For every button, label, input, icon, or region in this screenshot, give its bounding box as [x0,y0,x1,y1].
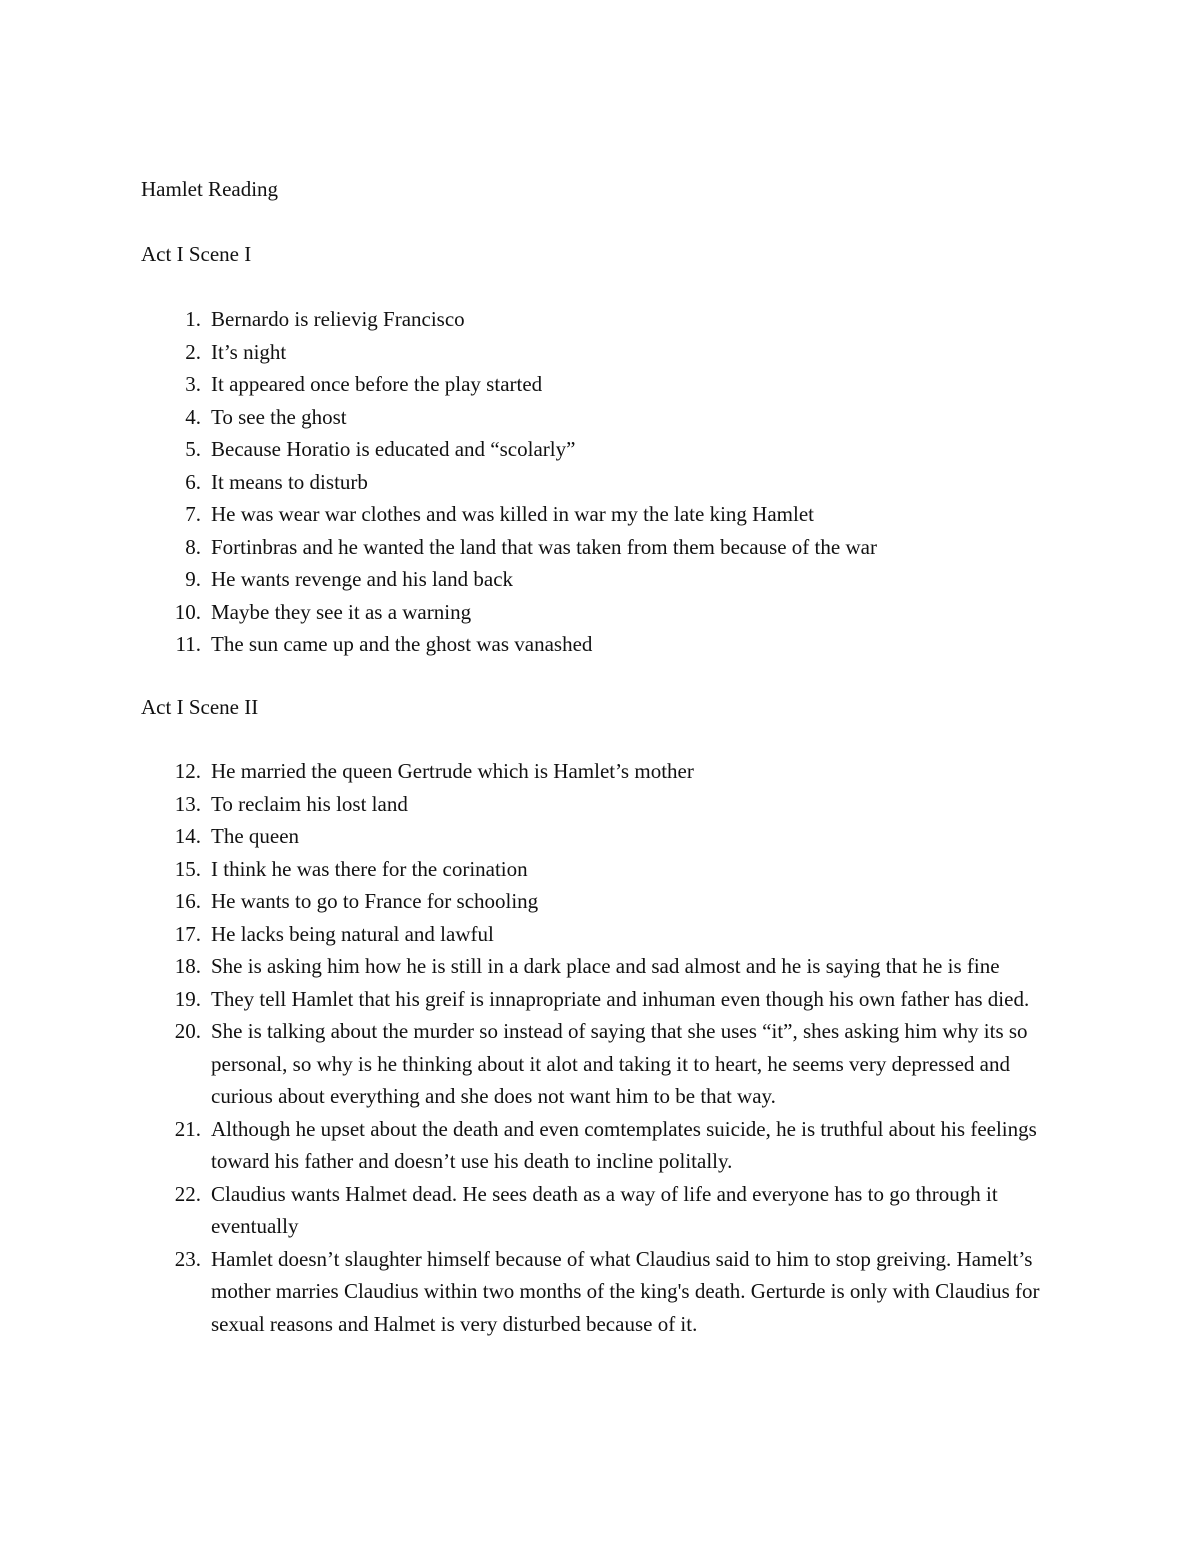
document-title: Hamlet Reading [141,177,279,201]
item-text: Hamlet doesn’t slaughter himself because of what Claudius said to him to stop greiving. Hamelt’s mother marries Claudius within two months of the king's death. Gerturde is only with Claudius for sexual reasons and Halmet is very disturbed because of it. [211,1246,1040,1336]
item-number: 22. [174,1181,201,1206]
item-text: He was wear war clothes and was killed in war my the late king Hamlet [211,502,814,526]
list-item [0,1178,1061,1243]
item-number: 7. [185,502,201,526]
section-heading-act1-scene1: Act I Scene I [141,242,252,266]
item-text: He wants to go to France for schooling [211,889,539,913]
item-text: She is talking about the murder so instead of saying that she uses “it”, shes asking him why its so personal, so why is he thinking about it alot and taking it to heart, he seems very depressed and curious about everything and she does not want him to be that way. [211,1019,1028,1108]
item-number: 21. [174,1116,201,1141]
item-number: 12. [174,759,201,783]
list-item [0,368,1061,401]
list-item [0,628,1061,661]
item-text: Maybe they see it as a warning [211,599,472,624]
list-item [0,1243,1061,1341]
answer-list-act1-scene2 [0,755,1200,1340]
list-item [0,950,1061,983]
item-number: 18. [174,954,201,978]
item-number: 1. [185,307,201,331]
item-text: He lacks being natural and lawful [211,921,494,946]
list-item [0,820,1061,853]
item-text: It appeared once before the play started [211,372,543,396]
list-item [0,303,1061,336]
item-text: Bernardo is relievig Francisco [211,307,465,331]
item-number: 13. [174,791,201,816]
list-item [0,466,1061,499]
item-number: 6. [185,469,201,494]
item-text: The queen [211,824,300,848]
item-text: I think he was there for the corination [211,856,528,881]
item-number: 11. [175,632,201,656]
section-heading-act1-scene2: Act I Scene II [141,695,259,719]
item-text: Fortinbras and he wanted the land that was taken from them because of the war [211,534,877,559]
item-number: 19. [174,986,201,1011]
item-number: 15. [174,856,201,881]
item-number: 8. [185,534,201,559]
item-number: 4. [185,404,201,429]
item-number: 17. [174,921,201,946]
list-item [0,336,1061,369]
list-item [0,1015,1061,1113]
item-number: 16. [174,889,201,913]
item-number: 9. [185,567,201,591]
item-text: To see the ghost [211,404,347,429]
item-text: Because Horatio is educated and “scolarly” [211,437,576,461]
item-text: She is asking him how he is still in a dark place and sad almost and he is saying that he is fine [211,954,1000,978]
list-item [0,563,1061,596]
list-item [0,596,1061,629]
list-item [0,788,1061,821]
item-text: To reclaim his lost land [211,791,408,816]
list-item [0,918,1061,951]
item-number: 14. [174,824,201,848]
item-text: The sun came up and the ghost was vanashed [211,632,593,656]
list-item [0,885,1061,918]
list-item [0,401,1061,434]
item-number: 2. [185,339,201,364]
list-item [0,983,1061,1016]
item-number: 23. [174,1246,201,1271]
list-item [0,433,1061,466]
item-text: They tell Hamlet that his greif is innapropriate and inhuman even though his own father has died. [211,986,1030,1011]
list-item [0,755,1061,788]
list-item [0,531,1061,564]
item-text: He married the queen Gertrude which is Hamlet’s mother [211,759,694,783]
item-text: It means to disturb [211,469,368,494]
item-number: 3. [185,372,201,396]
item-number: 5. [185,437,201,461]
item-text: Claudius wants Halmet dead. He sees death as a way of life and everyone has to go through it eventually [211,1181,998,1238]
item-number: 20. [174,1019,201,1043]
answer-list-act1-scene1 [0,303,1200,661]
item-text: Although he upset about the death and even comtemplates suicide, he is truthful about his feelings toward his father and doesn’t use his death to incline politally. [211,1116,1037,1173]
item-text: It’s night [211,339,287,364]
list-item [0,498,1061,531]
item-number: 10. [174,599,201,624]
list-item [0,1113,1061,1178]
item-text: He wants revenge and his land back [211,567,514,591]
list-item [0,853,1061,886]
